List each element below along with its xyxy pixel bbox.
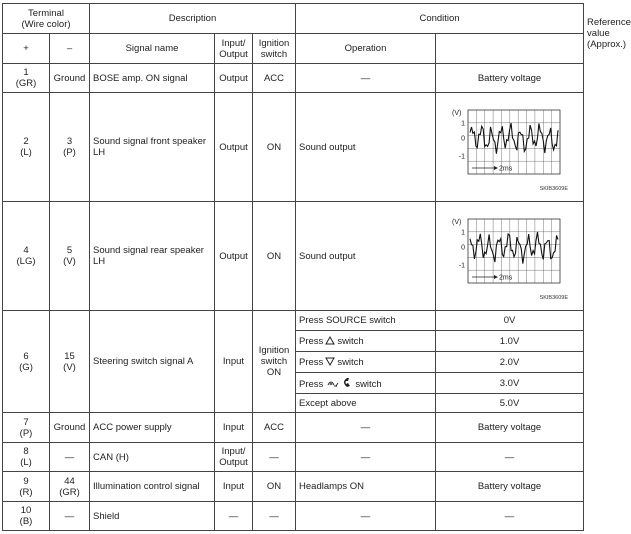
operation-cell: — xyxy=(296,443,436,472)
terminal-number: 5 xyxy=(66,245,73,256)
plus-terminal-cell xyxy=(3,413,50,443)
scope-unit-label: (V) xyxy=(451,110,461,117)
triangle-up-icon xyxy=(325,336,335,345)
condition-header: Condition xyxy=(296,4,584,34)
operation-text: Press xyxy=(299,379,324,390)
io-cell: Output xyxy=(215,93,253,202)
reference-cell xyxy=(436,202,584,311)
description-header: Description xyxy=(90,4,296,34)
triangle-down-icon xyxy=(325,357,335,366)
reference-cell: 2.0V xyxy=(436,352,584,373)
terminal-number: 4 xyxy=(23,245,29,256)
reference-cell: Battery voltage xyxy=(436,472,584,502)
reference-cell xyxy=(436,93,584,202)
terminal-number: 3 xyxy=(66,136,73,147)
timebase-label: 2ms xyxy=(498,165,512,173)
signal-name-cell: Sound signal front speaker LH xyxy=(90,93,215,202)
operation-text: switch xyxy=(355,379,382,390)
figure-code: SKIB3609E xyxy=(539,186,568,192)
figure-code: SKIB3609E xyxy=(539,295,568,301)
wire-color: (L) xyxy=(20,147,32,158)
ignition-cell: Ignition switch ON xyxy=(253,311,296,413)
wire-color: (GR) xyxy=(15,78,37,89)
terminal-number: 6 xyxy=(23,350,29,362)
operation-cell: — xyxy=(296,502,436,531)
operation-text: Press xyxy=(299,335,324,347)
minus-terminal-cell: — xyxy=(50,443,90,472)
io-cell: — xyxy=(215,502,253,531)
scope-y-tick: 1 xyxy=(460,229,465,237)
signal-name-header: Signal name xyxy=(90,34,215,64)
io-cell: Input/ Output xyxy=(215,443,253,472)
ignition-cell: ON xyxy=(253,202,296,311)
reference-cell: 0V xyxy=(436,311,584,331)
signal-name-cell: Shield xyxy=(90,502,215,531)
operation-cell: Sound output xyxy=(296,202,436,311)
plus-terminal-cell xyxy=(3,93,50,202)
signal-name-cell: Steering switch signal A xyxy=(90,311,215,413)
timebase-label: 2ms xyxy=(498,274,512,282)
operation-cell: — xyxy=(296,64,436,93)
header-row-1: Terminal (Wire color) Description Condition Reference value (Approx.) xyxy=(3,4,584,34)
reference-cell: 5.0V xyxy=(436,394,584,413)
plus-terminal-cell xyxy=(3,202,50,311)
minus-header: – xyxy=(50,34,90,64)
reference-cell: 1.0V xyxy=(436,331,584,352)
table-row xyxy=(3,64,584,93)
scope-y-tick: -1 xyxy=(458,153,465,161)
terminal-header-label: Terminal xyxy=(28,7,64,19)
header-row-2 xyxy=(3,34,584,64)
wire-color: (P) xyxy=(19,427,33,439)
ignition-cell: ACC xyxy=(253,64,296,93)
operation-cell: Except above xyxy=(296,394,436,413)
scope-unit-label: (V) xyxy=(451,219,461,226)
scope-y-tick: 1 xyxy=(460,120,465,128)
minus-terminal-cell: Ground xyxy=(50,413,90,443)
terminal-number: 10 xyxy=(20,505,32,516)
operation-text: switch xyxy=(337,335,364,347)
operation-text: Press xyxy=(299,356,324,368)
minus-terminal-cell xyxy=(50,202,90,311)
io-cell: Output xyxy=(215,64,253,93)
oscilloscope-waveform-rear xyxy=(450,211,570,303)
plus-terminal-cell xyxy=(3,311,50,413)
reference-cell: Battery voltage xyxy=(436,413,584,443)
plus-header: + xyxy=(3,34,50,64)
operation-cell: Sound output xyxy=(296,93,436,202)
io-cell: Input xyxy=(215,472,253,502)
operation-cell: — xyxy=(296,413,436,443)
wire-color: (V) xyxy=(63,361,76,373)
signal-name-cell: BOSE amp. ON signal xyxy=(90,64,215,93)
signal-name-cell: ACC power supply xyxy=(90,413,215,443)
wire-color: (L) xyxy=(20,457,32,468)
signal-name-cell: Illumination control signal xyxy=(90,472,215,502)
minus-terminal-cell xyxy=(50,472,90,502)
ignition-switch-header: Ignition switch xyxy=(253,34,296,64)
io-cell: Input xyxy=(215,311,253,413)
wire-color: (G) xyxy=(19,361,33,373)
table-row xyxy=(3,311,584,331)
operation-cell xyxy=(296,373,436,394)
operation-cell xyxy=(296,352,436,373)
terminal-header xyxy=(3,4,90,34)
wire-color-label: (Wire color) xyxy=(21,18,71,30)
wire-color: (R) xyxy=(19,486,33,498)
io-cell: Input xyxy=(215,413,253,443)
operation-cell: Press SOURCE switch xyxy=(296,311,436,331)
input-output-header: Input/ Output xyxy=(215,34,253,64)
signal-name-cell: CAN (H) xyxy=(90,443,215,472)
voice-phone-icon xyxy=(325,376,353,388)
scope-frame xyxy=(468,219,560,283)
ignition-cell: — xyxy=(253,502,296,531)
table-row xyxy=(3,502,584,531)
table-row xyxy=(3,413,584,443)
minus-terminal-cell: — xyxy=(50,502,90,531)
reference-cell: — xyxy=(436,443,584,472)
reference-cell: — xyxy=(436,502,584,531)
wire-color: (LG) xyxy=(16,256,36,267)
terminal-number: 7 xyxy=(23,416,29,428)
wire-color: (GR) xyxy=(59,486,80,498)
scope-y-tick: 0 xyxy=(460,135,465,143)
terminal-number: 9 xyxy=(23,475,29,487)
plus-terminal-cell xyxy=(3,64,50,93)
scope-y-tick: -1 xyxy=(458,262,465,270)
table-row xyxy=(3,443,584,472)
minus-terminal-cell xyxy=(50,311,90,413)
terminal-number: 2 xyxy=(23,136,29,147)
plus-terminal-cell xyxy=(3,472,50,502)
ignition-cell: ON xyxy=(253,472,296,502)
operation-text: switch xyxy=(337,356,364,368)
plus-terminal-cell xyxy=(3,502,50,531)
terminal-number: 15 xyxy=(64,350,75,362)
wire-color: (V) xyxy=(63,256,76,267)
oscilloscope-waveform-front xyxy=(450,102,570,194)
wire-color: (P) xyxy=(63,147,76,158)
io-cell: Output xyxy=(215,202,253,311)
operation-header: Operation xyxy=(296,34,436,64)
terminal-spec-table xyxy=(2,3,631,531)
ignition-cell: ACC xyxy=(253,413,296,443)
table-row xyxy=(3,202,584,311)
reference-cell: 3.0V xyxy=(436,373,584,394)
table-row xyxy=(3,472,584,502)
ignition-cell: — xyxy=(253,443,296,472)
terminal-number: 44 xyxy=(64,475,75,487)
ignition-cell: ON xyxy=(253,93,296,202)
operation-cell: Headlamps ON xyxy=(296,472,436,502)
wire-color: (B) xyxy=(19,516,33,527)
minus-terminal-cell xyxy=(50,93,90,202)
terminal-number: 8 xyxy=(23,446,29,457)
signal-name-cell: Sound signal rear speaker LH xyxy=(90,202,215,311)
minus-terminal-cell: Ground xyxy=(50,64,90,93)
table-row xyxy=(3,93,584,202)
reference-cell: Battery voltage xyxy=(436,64,584,93)
plus-terminal-cell xyxy=(3,443,50,472)
operation-cell xyxy=(296,331,436,352)
scope-y-tick: 0 xyxy=(460,244,465,252)
terminal-number: 1 xyxy=(23,67,29,78)
